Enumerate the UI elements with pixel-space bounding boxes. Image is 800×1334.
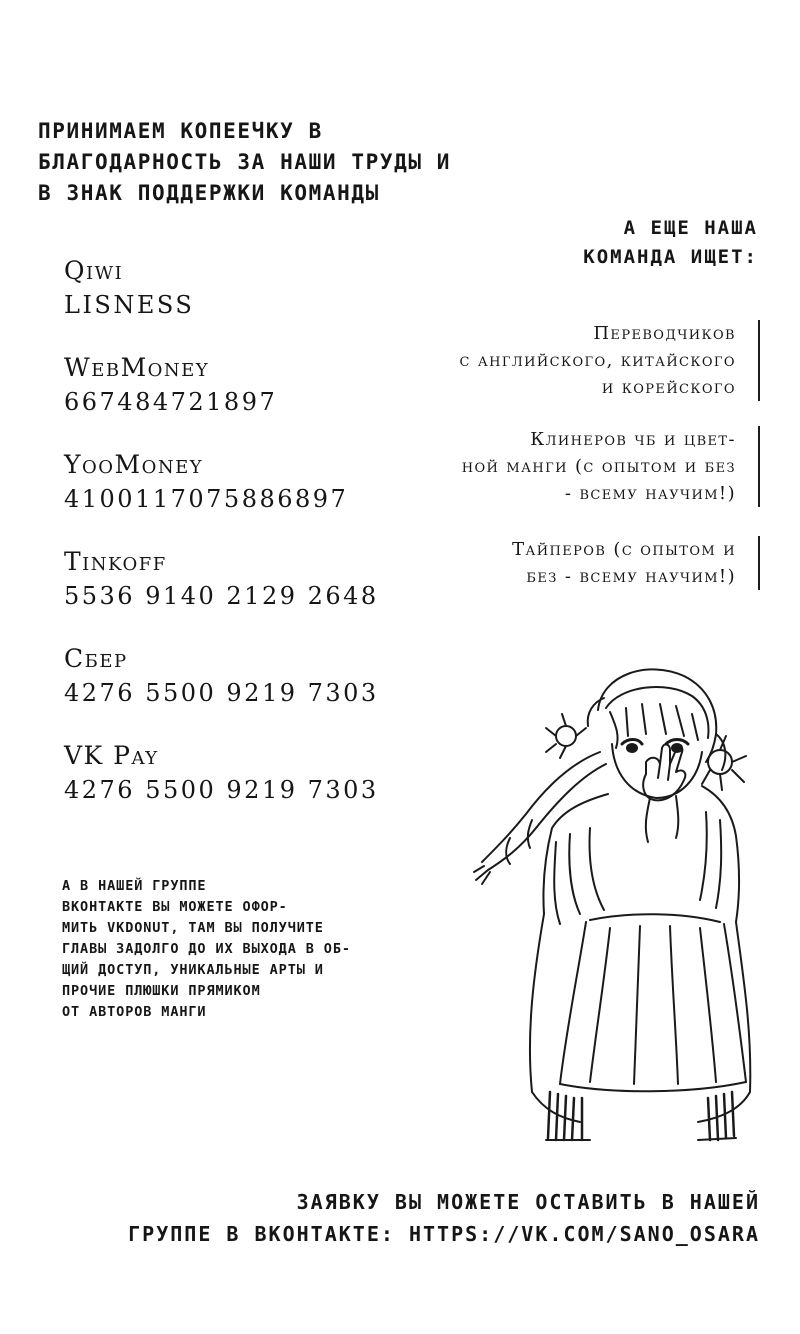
role-line: с английского, китайского xyxy=(459,350,736,371)
payment-value: 4276 5500 9219 7303 xyxy=(64,679,379,707)
role-line: Тайперов (с опытом и xyxy=(512,539,736,560)
payment-name: Сбер xyxy=(64,644,128,673)
payment-value: 4276 5500 9219 7303 xyxy=(64,776,379,804)
group-note-line: ВКОНТАКТЕ ВЫ МОЖЕТЕ ОФОР- xyxy=(62,899,288,915)
payment-value: 5536 9140 2129 2648 xyxy=(64,582,379,610)
group-note xyxy=(62,876,422,1023)
payment-name: VK Pay xyxy=(64,741,159,770)
group-note-line: ЩИЙ ДОСТУП, УНИКАЛЬНЫЕ АРТЫ И xyxy=(62,962,324,978)
role-line: Клинеров чб и цвет- xyxy=(530,429,736,450)
payment-item-qiwi xyxy=(64,254,404,351)
team-heading-line: КОМАНДА ИЩЕТ: xyxy=(583,246,758,268)
payment-value: 667484721897 xyxy=(64,388,278,416)
group-note-line: ГЛАВЫ ЗАДОЛГО ДО ИХ ВЫХОДА В ОБ- xyxy=(62,941,351,957)
role-cleaners xyxy=(462,426,760,507)
role-translators xyxy=(459,320,760,401)
group-note-line: А В НАШЕЙ ГРУППЕ xyxy=(62,878,207,894)
footer-link[interactable]: ГРУППЕ В ВКОНТАКТЕ: HTTPS://VK.COM/SANO_OSARA xyxy=(128,1222,760,1246)
payment-item-tinkoff xyxy=(64,545,404,642)
role-line: - всему научим!) xyxy=(564,483,736,504)
footer-line: ЗАЯВКУ ВЫ МОЖЕТЕ ОСТАВИТЬ В НАШЕЙ xyxy=(296,1190,760,1214)
group-note-line: ОТ АВТОРОВ МАНГИ xyxy=(62,1004,207,1020)
role-typers xyxy=(512,536,760,590)
payment-item-vkpay xyxy=(64,739,404,836)
payment-list xyxy=(64,254,404,836)
group-note-line: МИТЬ VKDONUT, ТАМ ВЫ ПОЛУЧИТЕ xyxy=(62,920,324,936)
payment-name: Tinkoff xyxy=(64,547,167,576)
role-line: без - всему научим!) xyxy=(526,566,736,587)
payment-name: WebMoney xyxy=(64,353,210,382)
payment-item-yoomoney xyxy=(64,448,404,545)
payment-name: Qiwi xyxy=(64,256,124,285)
role-line: и корейского xyxy=(601,377,736,398)
footer-application xyxy=(128,1186,760,1250)
payment-name: YooMoney xyxy=(64,450,204,479)
role-line: Переводчиков xyxy=(593,323,736,344)
payment-item-webmoney xyxy=(64,351,404,448)
team-heading-line: А ЕЩЕ НАША xyxy=(623,217,758,239)
group-note-line: ПРОЧИЕ ПЛЮШКИ ПРЯМИКОМ xyxy=(62,983,261,999)
role-line: ной манги (с опытом и без xyxy=(461,456,736,477)
headline-line: БЛАГОДАРНОСТЬ ЗА НАШИ ТРУДЫ И xyxy=(38,150,452,174)
manga-girl-illustration xyxy=(470,652,760,1144)
payment-value: LISNESS xyxy=(64,291,195,319)
headline-line: ПРИНИМАЕМ КОПЕЕЧКУ В xyxy=(38,119,323,143)
payment-item-sber xyxy=(64,642,404,739)
headline-line: В ЗНАК ПОДДЕРЖКИ КОМАНДЫ xyxy=(38,181,380,205)
headline xyxy=(38,116,558,209)
payment-value: 4100117075886897 xyxy=(64,485,349,513)
team-heading xyxy=(583,214,758,272)
